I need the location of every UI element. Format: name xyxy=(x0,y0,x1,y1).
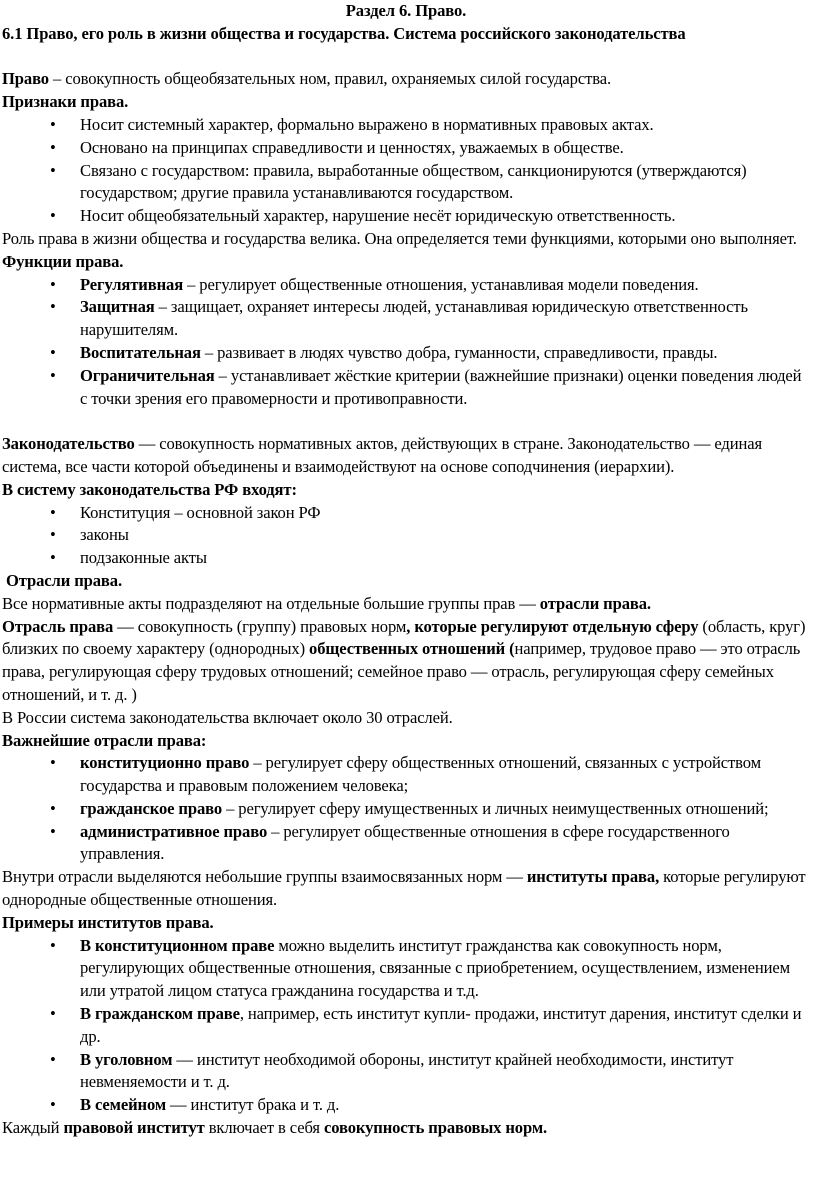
spacer xyxy=(2,410,810,433)
spacer xyxy=(2,46,810,69)
major-heading: Важнейшие отрасли права: xyxy=(2,730,207,750)
list-item: • подзаконные акты xyxy=(2,547,810,570)
system-list xyxy=(2,502,810,570)
list-item: • В семейном — институт брака и т. д. xyxy=(2,1094,810,1117)
russia-text: В России система законодательства включает около 30 отраслей. xyxy=(2,707,453,727)
list-item: • Регулятивная – регулирует общественные отношения, устанавливая модели поведения. xyxy=(2,274,810,297)
legislation-definition: Законодательство — совокупность нормативных актов, действующих в стране. Законодательство — единая система, все части которой объединены и взаимодействуют на основе соподчинения (иерархии). xyxy=(2,434,762,476)
major-branches-list xyxy=(2,752,810,866)
list-item: • Связано с государством: правила, выработанные обществом, санкционируются (утверждаются) государством; другие правила устанавливаются государством. xyxy=(2,160,810,206)
section-title: Раздел 6. Право. xyxy=(345,1,467,20)
law-definition: Право – совокупность общеобязательных ном, правил, охраняемых силой государства. xyxy=(2,69,611,89)
branches-intro: Все нормативные акты подразделяют на отдельные большие группы прав — отрасли права. xyxy=(2,593,651,613)
signs-heading: Признаки права. xyxy=(2,92,129,112)
examples-list xyxy=(2,935,810,1117)
list-item: • Носит общеобязательный характер, нарушение несёт юридическую ответственность. xyxy=(2,205,810,228)
list-item: • В конституционном праве можно выделить институт гражданства как совокупность норм, регулирующих общественные отношения, связанные с приобретением, осуществлением, изменением или утратой лицом статуса гражданина государства и т.д. xyxy=(2,935,810,1003)
list-item: • Основано на принципах справедливости и ценностях, уважаемых в обществе. xyxy=(2,137,810,160)
list-item: • В гражданском праве, например, есть институт купли- продажи, институт дарения, институт сделки и др. xyxy=(2,1003,810,1049)
list-item: • Конституция – основной закон РФ xyxy=(2,502,810,525)
list-item: • Защитная – защищает, охраняет интересы людей, устанавливая юридическую ответственность нарушителям. xyxy=(2,296,810,342)
examples-heading: Примеры институтов права. xyxy=(2,912,214,932)
list-item: • конституционно право – регулирует сферу общественных отношений, связанных с устройством государства и правовым положением человека; xyxy=(2,752,810,798)
list-item: • законы xyxy=(2,524,810,547)
list-item: • В уголовном — институт необходимой обороны, институт крайней необходимости, институт невменяемости и т. д. xyxy=(2,1049,810,1095)
functions-list xyxy=(2,274,810,411)
branches-heading: Отрасли права. xyxy=(6,570,122,590)
list-item: • гражданское право – регулирует сферу имущественных и личных неимущественных отношений; xyxy=(2,798,810,821)
role-text: Роль права в жизни общества и государства велика. Она определяется теми функциями, которыми оно выполняет. xyxy=(2,228,797,248)
signs-list xyxy=(2,114,810,228)
final-text: Каждый правовой институт включает в себя совокупность правовых норм. xyxy=(2,1118,548,1138)
subtitle: 6.1 Право, его роль в жизни общества и государства. Система российского законодательства xyxy=(2,23,686,43)
functions-heading: Функции права. xyxy=(2,251,124,271)
institutes-text: Внутри отрасли выделяются небольшие группы взаимосвязанных норм — институты права, которые регулируют однородные общественные отношения. xyxy=(2,867,806,910)
list-item: • административное право – регулирует общественные отношения в сфере государственного управления. xyxy=(2,821,810,867)
list-item: • Воспитательная – развивает в людях чувство добра, гуманности, справедливости, правды. xyxy=(2,342,810,365)
list-item: • Ограничительная – устанавливает жёсткие критерии (важнейшие признаки) оценки поведения людей с точки зрения его правомерности и противоправности. xyxy=(2,365,810,411)
list-item: • Носит системный характер, формально выражено в нормативных правовых актах. xyxy=(2,114,810,137)
branch-definition: Отрасль права — совокупность (группу) правовых норм, которые регулируют отдельную сферу (область, круг) близких по своему характеру (однородных) общественных отношений (например, трудовое право — это отрасль права, регулирующая сферу трудовых отношений; семейное право — отрасль, регулирующая сферу семейных отношений, и т. д. ) xyxy=(2,616,806,704)
system-heading: В систему законодательства РФ входят: xyxy=(2,479,297,499)
